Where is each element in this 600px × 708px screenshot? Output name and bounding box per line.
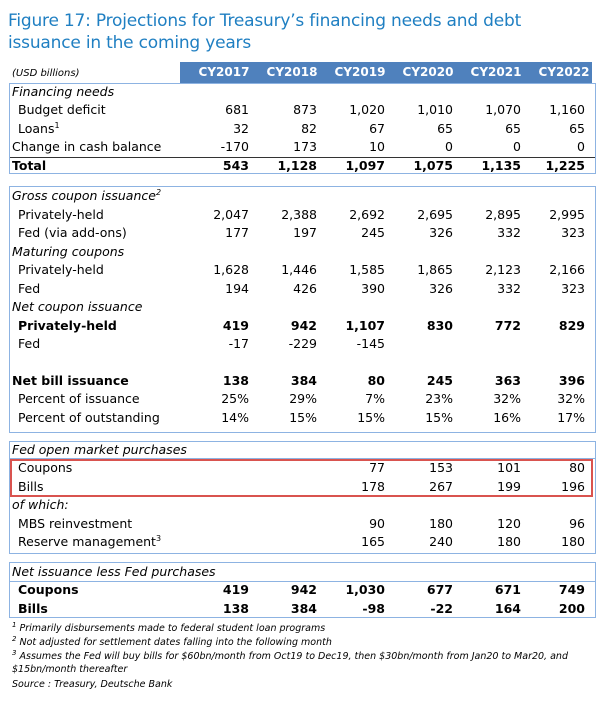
footnote-2: $^2$ Not adjusted for settlement dates falling into the following month: [12, 634, 332, 648]
cell-value: 80: [569, 460, 585, 476]
cell-value: 1,585: [349, 262, 385, 277]
table-row: [10, 83, 595, 101]
cell-value: 2,695: [417, 206, 453, 222]
cell-value: 772: [494, 317, 521, 333]
cell-value: 0: [445, 139, 453, 155]
cell-value: 15%: [357, 409, 385, 425]
cell-value: 396: [558, 372, 585, 388]
cell-value: 2,692: [349, 206, 385, 222]
col-header: CY2021: [470, 65, 522, 79]
row-label: Maturing coupons: [12, 243, 125, 259]
row-label: Bills: [18, 600, 48, 616]
cell-value: 82: [301, 120, 317, 136]
cell-value: 164: [494, 600, 521, 616]
cell-value: 390: [361, 280, 385, 296]
col-header: CY2017: [198, 65, 250, 79]
table-row: [10, 478, 595, 496]
cell-value: 245: [361, 225, 385, 240]
footnote-3: $^3$ Assumes the Fed will buy bills for $60bn/month from Oct19 to Dec19, then $30bn/month from Jan20 to Mar20, and $15bn/month thereafter: [12, 648, 568, 675]
table-row: [10, 138, 595, 156]
row-label: Coupons: [18, 460, 73, 476]
table-row: [10, 157, 595, 175]
row-label: Fed: [18, 280, 41, 296]
cell-value: 17%: [557, 409, 585, 425]
cell-value: 194: [225, 280, 249, 296]
cell-value: 830: [426, 317, 453, 333]
cell-value: 80: [367, 372, 385, 388]
table-row: [10, 600, 595, 618]
cell-value: 165: [361, 534, 385, 549]
table-row: [10, 441, 595, 459]
table-row: [10, 261, 595, 279]
table-row: [10, 101, 595, 119]
cell-value: 332: [497, 280, 521, 296]
units-label: (USD billions): [12, 68, 80, 79]
col-header: CY2020: [402, 65, 454, 79]
cell-value: 1,128: [277, 157, 317, 173]
cell-value: 363: [494, 372, 521, 388]
cell-value: 1,010: [417, 102, 453, 118]
row-label: Financing needs: [12, 84, 115, 99]
cell-value: 65: [437, 120, 453, 136]
row-label: Fed (via add-ons): [18, 225, 127, 240]
cell-value: 1,075: [413, 157, 453, 173]
row-label: Reserve management$^3$: [18, 533, 162, 549]
cell-value: 153: [429, 460, 453, 476]
cell-value: -145: [356, 336, 385, 351]
cell-value: 419: [222, 317, 249, 333]
cell-value: 178: [361, 478, 385, 494]
row-label: Fed open market purchases: [12, 442, 187, 457]
row-label: Privately-held: [18, 317, 117, 333]
table-row: [10, 390, 595, 408]
row-label: Privately-held: [18, 206, 104, 222]
cell-value: 323: [561, 225, 585, 240]
cell-value: 14%: [221, 409, 249, 425]
row-label: MBS reinvestment: [18, 515, 133, 531]
cell-value: 1,097: [345, 157, 385, 173]
cell-value: 90: [369, 515, 385, 531]
table-row: [10, 459, 595, 477]
cell-value: 2,166: [549, 262, 585, 277]
row-label: Coupons: [18, 582, 79, 598]
cell-value: 1,030: [345, 582, 385, 598]
cell-value: 1,135: [481, 157, 521, 173]
table-row: [10, 515, 595, 533]
table-row: [10, 298, 595, 316]
cell-value: 1,020: [349, 102, 385, 118]
table-row: [10, 187, 595, 205]
cell-value: 0: [513, 139, 521, 155]
cell-value: -98: [362, 600, 385, 616]
row-label: Total: [12, 157, 47, 173]
column-header-bar: [180, 62, 592, 83]
cell-value: 200: [558, 600, 585, 616]
cell-value: 29%: [289, 391, 317, 406]
cell-value: 196: [561, 478, 585, 494]
cell-value: 138: [222, 372, 249, 388]
col-header: CY2022: [538, 65, 590, 79]
cell-value: 240: [429, 534, 453, 549]
cell-value: 326: [429, 225, 453, 240]
cell-value: 25%: [221, 391, 249, 406]
source-note: Source : Treasury, Deutsche Bank: [12, 679, 173, 690]
cell-value: 245: [426, 372, 453, 388]
cell-value: 267: [429, 478, 453, 494]
cell-value: 180: [429, 515, 453, 531]
cell-value: 10: [369, 139, 385, 155]
cell-value: 671: [494, 582, 521, 598]
row-label: Net issuance less Fed purchases: [12, 564, 216, 579]
cell-value: 1,225: [545, 157, 585, 173]
row-label: Net coupon issuance: [12, 299, 143, 314]
row-label: Gross coupon issuance$^2$: [12, 187, 162, 203]
row-label: Budget deficit: [18, 102, 106, 118]
table-row: [10, 496, 595, 514]
cell-value: 942: [290, 582, 317, 598]
cell-value: -17: [228, 336, 249, 351]
row-label: Percent of outstanding: [18, 409, 160, 425]
cell-value: 426: [293, 280, 317, 296]
cell-value: 829: [558, 317, 585, 333]
cell-value: 384: [290, 372, 317, 388]
cell-value: 180: [497, 534, 521, 549]
cell-value: 323: [561, 280, 585, 296]
cell-value: 23%: [425, 391, 453, 406]
cell-value: 177: [225, 225, 249, 240]
cell-value: 120: [497, 515, 521, 531]
cell-value: 67: [369, 120, 385, 136]
cell-value: 65: [505, 120, 521, 136]
cell-value: 419: [222, 582, 249, 598]
cell-value: 197: [293, 225, 317, 240]
cell-value: 7%: [365, 391, 385, 406]
cell-value: 2,047: [213, 206, 249, 222]
table-row: [10, 581, 595, 599]
table-row: [10, 120, 595, 138]
cell-value: 0: [577, 139, 585, 155]
cell-value: 1,070: [485, 102, 521, 118]
cell-value: 384: [290, 600, 317, 616]
row-label: Bills: [18, 478, 44, 494]
table-row: [10, 280, 595, 298]
cell-value: 873: [293, 102, 317, 118]
cell-value: 1,107: [345, 317, 385, 333]
row-label: Loans$^1$: [18, 120, 60, 136]
cell-value: 65: [569, 120, 585, 136]
row-label: Net bill issuance: [12, 372, 129, 388]
cell-value: -229: [288, 336, 317, 351]
cell-value: 180: [561, 534, 585, 549]
cell-value: 1,446: [281, 262, 317, 277]
table-row: [10, 563, 595, 581]
figure-title: Figure 17: Projections for Treasury’s financing needs and debt issuance in the coming years: [8, 11, 522, 53]
cell-value: 32: [233, 120, 249, 136]
cell-value: 2,995: [549, 206, 585, 222]
row-label: Privately-held: [18, 262, 104, 277]
cell-value: -170: [220, 139, 249, 155]
cell-value: 199: [497, 478, 521, 494]
cell-value: 77: [369, 460, 385, 476]
cell-value: 2,895: [485, 206, 521, 222]
row-label: of which:: [12, 497, 69, 513]
cell-value: 101: [497, 460, 521, 476]
cell-value: 1,865: [417, 262, 453, 277]
cell-value: 96: [569, 515, 585, 531]
footnote-1: $^1$ Primarily disbursements made to federal student loan programs: [12, 620, 326, 634]
cell-value: -22: [430, 600, 453, 616]
table-row: [10, 335, 595, 353]
col-header: CY2019: [334, 65, 386, 79]
cell-value: 2,388: [281, 206, 317, 222]
cell-value: 138: [222, 600, 249, 616]
row-label: Fed: [18, 336, 41, 351]
cell-value: 681: [225, 102, 249, 118]
row-label: Percent of issuance: [18, 391, 140, 406]
table-row: [10, 317, 595, 335]
table-row: [10, 372, 595, 390]
cell-value: 677: [426, 582, 453, 598]
cell-value: 749: [558, 582, 585, 598]
cell-value: 32%: [557, 391, 585, 406]
cell-value: 16%: [493, 409, 521, 425]
cell-value: 332: [497, 225, 521, 240]
cell-value: 15%: [425, 409, 453, 425]
table-row: [10, 533, 595, 551]
cell-value: 173: [293, 139, 317, 155]
cell-value: 32%: [493, 391, 521, 406]
cell-value: 1,160: [549, 102, 585, 118]
cell-value: 2,123: [485, 262, 521, 277]
row-label: Change in cash balance: [12, 139, 162, 155]
cell-value: 15%: [289, 409, 317, 425]
table-row: [10, 206, 595, 224]
cell-value: 326: [429, 280, 453, 296]
cell-value: 1,628: [213, 262, 249, 277]
col-header: CY2018: [266, 65, 318, 79]
table-row: [10, 409, 595, 427]
table-row: [10, 243, 595, 261]
cell-value: 543: [222, 157, 249, 173]
cell-value: 942: [290, 317, 317, 333]
table-row: [10, 224, 595, 242]
